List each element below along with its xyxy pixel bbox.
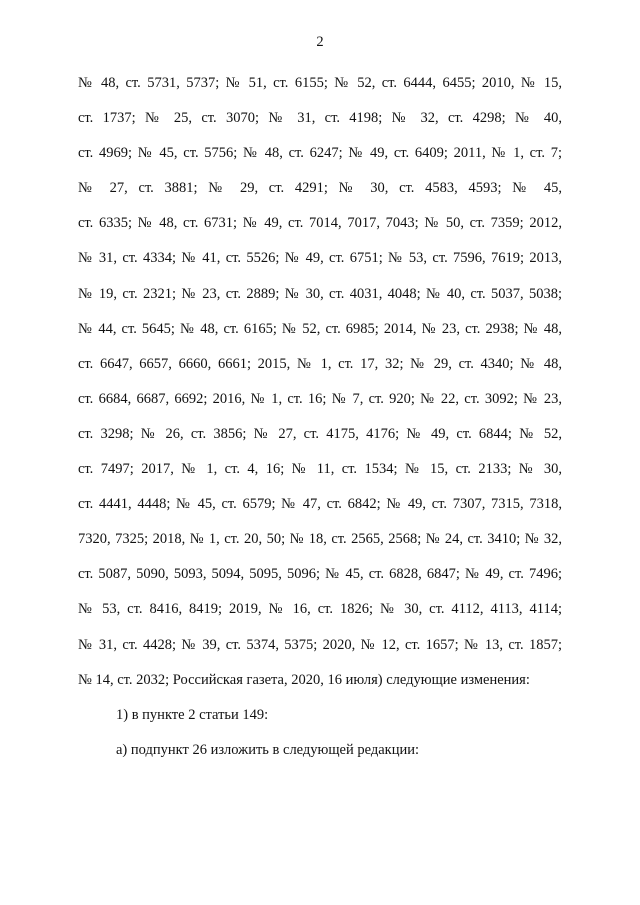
text-line: № 31, ст. 4334; № 41, ст. 5526; № 49, ст. 6751; № 53, ст. 7596, 7619; 2013, bbox=[78, 250, 562, 267]
page-number: 2 bbox=[316, 34, 324, 50]
paragraph-item-1: 1) в пункте 2 статьи 149: bbox=[116, 706, 269, 723]
body-text bbox=[78, 66, 562, 768]
text-line: № 44, ст. 5645; № 48, ст. 6165; № 52, ст. 6985; 2014, № 23, ст. 2938; № 48, bbox=[78, 320, 562, 337]
text-line: ст. 4969; № 45, ст. 5756; № 48, ст. 6247; № 49, ст. 6409; 2011, № 1, ст. 7; bbox=[78, 145, 562, 162]
text-line: 7320, 7325; 2018, № 1, ст. 20, 50; № 18, ст. 2565, 2568; № 24, ст. 3410; № 32, bbox=[78, 531, 562, 548]
text-line: № 27, ст. 3881; № 29, ст. 4291; № 30, ст. 4583, 4593; № 45, bbox=[78, 180, 562, 197]
text-line: № 48, ст. 5731, 5737; № 51, ст. 6155; № 52, ст. 6444, 6455; 2010, № 15, bbox=[78, 75, 562, 91]
text-line: ст. 6335; № 48, ст. 6731; № 49, ст. 7014, 7017, 7043; № 50, ст. 7359; 2012, bbox=[78, 215, 562, 232]
text-line: № 53, ст. 8416, 8419; 2019, № 16, ст. 1826; № 30, ст. 4112, 4113, 4114; bbox=[78, 601, 562, 618]
text-line: № 19, ст. 2321; № 23, ст. 2889; № 30, ст. 4031, 4048; № 40, ст. 5037, 5038; bbox=[78, 285, 562, 302]
paragraph-item-a: а) подпункт 26 изложить в следующей редакции: bbox=[116, 741, 420, 758]
text-line: ст. 1737; № 25, ст. 3070; № 31, ст. 4198; № 32, ст. 4298; № 40, bbox=[78, 110, 562, 127]
text-line: № 31, ст. 4428; № 39, ст. 5374, 5375; 2020, № 12, ст. 1657; № 13, ст. 1857; bbox=[78, 636, 562, 653]
text-line: № 14, ст. 2032; Российская газета, 2020, 16 июля) следующие изменения: bbox=[78, 671, 530, 688]
text-line: ст. 6684, 6687, 6692; 2016, № 1, ст. 16; № 7, ст. 920; № 22, ст. 3092; № 23, bbox=[78, 390, 562, 407]
text-line: ст. 7497; 2017, № 1, ст. 4, 16; № 11, ст. 1534; № 15, ст. 2133; № 30, bbox=[78, 461, 562, 478]
text-line: ст. 6647, 6657, 6660, 6661; 2015, № 1, ст. 17, 32; № 29, ст. 4340; № 48, bbox=[78, 355, 562, 372]
text-line: ст. 5087, 5090, 5093, 5094, 5095, 5096; № 45, ст. 6828, 6847; № 49, ст. 7496; bbox=[78, 566, 562, 583]
text-line: ст. 4441, 4448; № 45, ст. 6579; № 47, ст. 6842; № 49, ст. 7307, 7315, 7318, bbox=[78, 496, 562, 513]
text-line: ст. 3298; № 26, ст. 3856; № 27, ст. 4175, 4176; № 49, ст. 6844; № 52, bbox=[78, 425, 562, 442]
